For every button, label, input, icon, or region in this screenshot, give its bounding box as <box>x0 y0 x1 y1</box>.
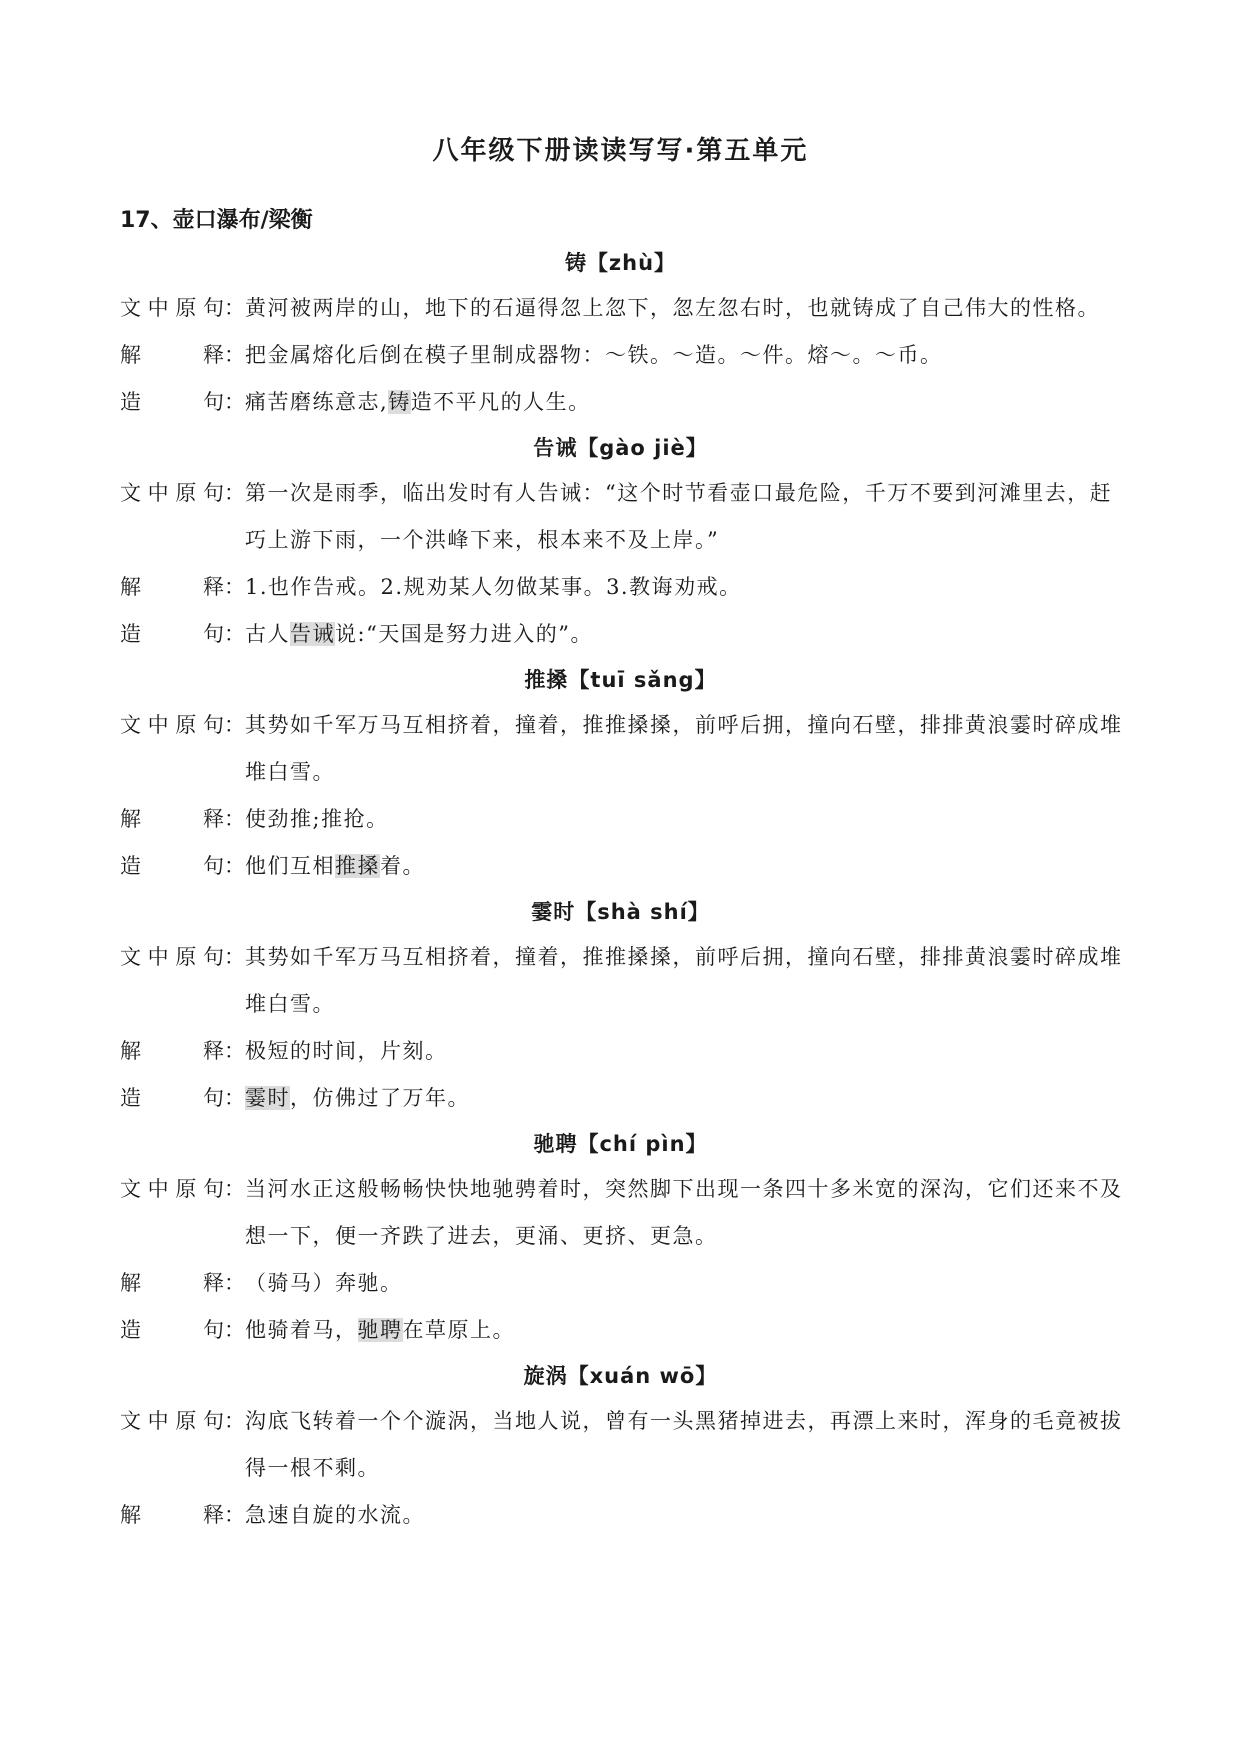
meaning-row-text: 把金属熔化后倒在模子里制成器物：～铁。～造。～件。熔～。～币。 <box>245 343 943 367</box>
highlighted-word: 驰聘 <box>357 1318 403 1342</box>
row-label-colon: ： <box>224 296 245 320</box>
vocabulary-entries <box>0 241 1241 1539</box>
example-text-after: ，仿佛过了万年。 <box>290 1086 470 1110</box>
row-label-text: 文 中 原 句 <box>120 1409 224 1433</box>
row-label-colon: ： <box>224 854 245 878</box>
source-sentence-row <box>0 702 1241 796</box>
lesson-heading: 17、壶口瀑布/梁衡 <box>120 208 313 233</box>
row-label-colon: ： <box>224 622 245 646</box>
vocab-entry <box>0 241 1241 426</box>
row-label-colon: ： <box>224 807 245 831</box>
word-heading: 铸【zhù】 <box>564 251 677 275</box>
document-title: 八年级下册读读写写·第五单元 <box>432 136 809 166</box>
row-label-colon: ： <box>224 1503 245 1527</box>
word-heading: 告诫【gào jiè】 <box>533 436 708 460</box>
highlighted-word: 推搡 <box>335 854 380 878</box>
example-sentence-row-text <box>245 1307 1125 1354</box>
row-label-text: 造 句 <box>120 622 224 646</box>
highlighted-word: 霎时 <box>245 1086 290 1110</box>
word-heading: 推搡【tuī sǎng】 <box>524 668 717 692</box>
row-label-colon: ： <box>224 1086 245 1110</box>
vocab-entry <box>0 1122 1241 1354</box>
row-label-colon: ： <box>224 713 245 737</box>
source-sentence-row-text: 黄河被两岸的山，地下的石逼得忽上忽下，忽左忽右时，也就铸成了自己伟大的性格。 <box>245 296 1100 320</box>
example-text-before: 痛苦磨练意志, <box>245 390 389 414</box>
row-label-text: 文 中 原 句 <box>120 945 224 969</box>
row-label <box>120 470 245 517</box>
meaning-row-text: （骑马）奔驰。 <box>245 1271 403 1295</box>
row-label-colon: ： <box>224 1177 245 1201</box>
example-text-after: 造不平凡的人生。 <box>410 390 591 414</box>
vocab-entry <box>0 1354 1241 1539</box>
row-label <box>120 379 245 426</box>
row-label-text: 解 释 <box>120 575 224 599</box>
highlighted-word: 铸 <box>388 390 411 414</box>
example-text-after: 在草原上。 <box>402 1318 515 1342</box>
source-sentence-row <box>0 934 1241 1028</box>
row-label-text: 造 句 <box>120 1086 224 1110</box>
row-label-text: 造 句 <box>120 854 224 878</box>
meaning-row <box>0 1260 1241 1307</box>
row-label-text: 解 释 <box>120 1039 224 1063</box>
example-sentence-row <box>0 843 1241 890</box>
example-text-before: 他骑着马， <box>245 1318 358 1342</box>
source-sentence-row <box>0 1166 1241 1260</box>
example-sentence-row-text <box>245 1075 1125 1122</box>
source-sentence-row-text: 当河水正这般畅畅快快地驰骋着时，突然脚下出现一条四十多米宽的深沟，它们还来不及想一下，便一齐跌了进去，更涌、更挤、更急。 <box>245 1177 1123 1248</box>
example-sentence-row <box>0 1075 1241 1122</box>
example-sentence-row-text <box>245 379 1125 426</box>
row-label-colon: ： <box>224 945 245 969</box>
row-label <box>120 1028 245 1075</box>
row-label-colon: ： <box>224 390 245 414</box>
row-label-text: 文 中 原 句 <box>120 481 224 505</box>
vocab-entry <box>0 658 1241 890</box>
row-label-text: 文 中 原 句 <box>120 713 224 737</box>
example-text-before: 古人 <box>245 622 290 646</box>
word-heading: 驰聘【chí pìn】 <box>533 1132 708 1156</box>
source-sentence-row <box>0 470 1241 564</box>
row-label-colon: ： <box>224 481 245 505</box>
meaning-row <box>0 332 1241 379</box>
row-label <box>120 1398 245 1445</box>
row-label-colon: ： <box>224 1271 245 1295</box>
row-label <box>120 332 245 379</box>
row-label <box>120 1492 245 1539</box>
source-sentence-row <box>0 1398 1241 1492</box>
meaning-row-text: 使劲推;推抢。 <box>245 807 389 831</box>
row-label <box>120 611 245 658</box>
meaning-row-text: 1.也作告戒。2.规劝某人勿做某事。3.教诲劝戒。 <box>245 575 742 599</box>
row-label-text: 文 中 原 句 <box>120 296 224 320</box>
row-label-text: 文 中 原 句 <box>120 1177 224 1201</box>
row-label <box>120 285 245 332</box>
row-label-colon: ： <box>224 1409 245 1433</box>
word-heading: 霎时【shà shí】 <box>531 900 710 924</box>
meaning-row <box>0 564 1241 611</box>
row-label-colon: ： <box>224 343 245 367</box>
row-label <box>120 702 245 749</box>
row-label-text: 解 释 <box>120 807 224 831</box>
source-sentence-row <box>0 285 1241 332</box>
meaning-row <box>0 1028 1241 1075</box>
row-label-text: 解 释 <box>120 1271 224 1295</box>
example-sentence-row-text <box>245 611 1125 658</box>
row-label-colon: ： <box>224 1039 245 1063</box>
example-sentence-row <box>0 611 1241 658</box>
row-label <box>120 1260 245 1307</box>
row-label <box>120 1166 245 1213</box>
row-label-text: 解 释 <box>120 1503 224 1527</box>
row-label <box>120 796 245 843</box>
row-label <box>120 1075 245 1122</box>
source-sentence-row-text: 第一次是雨季，临出发时有人告诫：“这个时节看壶口最危险，千万不要到河滩里去，赶巧上游下雨，一个洪峰下来，根本来不及上岸。” <box>245 481 1113 552</box>
meaning-row <box>0 796 1241 843</box>
source-sentence-row-text: 其势如千军万马互相挤着，撞着，推推搡搡，前呼后拥，撞向石壁，排排黄浪霎时碎成堆堆白雪。 <box>245 713 1123 784</box>
meaning-row-text: 急速自旋的水流。 <box>245 1503 425 1527</box>
row-label-text: 造 句 <box>120 390 224 414</box>
example-sentence-row-text <box>245 843 1125 890</box>
meaning-row-text: 极短的时间，片刻。 <box>245 1039 448 1063</box>
example-text-before: 他们互相 <box>245 854 335 878</box>
source-sentence-row-text: 沟底飞转着一个个漩涡，当地人说，曾有一头黑猪掉进去，再漂上来时，浑身的毛竟被拔得一根不剩。 <box>245 1409 1123 1480</box>
word-heading: 旋涡【xuán wō】 <box>523 1364 718 1388</box>
vocab-entry <box>0 890 1241 1122</box>
row-label-text: 解 释 <box>120 343 224 367</box>
row-label <box>120 843 245 890</box>
row-label-colon: ： <box>224 1318 245 1342</box>
row-label <box>120 564 245 611</box>
example-text-after: 着。 <box>380 854 425 878</box>
meaning-row <box>0 1492 1241 1539</box>
example-text-after: 说:“天国是努力进入的”。 <box>335 622 594 646</box>
example-sentence-row <box>0 379 1241 426</box>
row-label <box>120 1307 245 1354</box>
row-label-text: 造 句 <box>120 1318 224 1342</box>
vocab-entry <box>0 426 1241 658</box>
source-sentence-row-text: 其势如千军万马互相挤着，撞着，推推搡搡，前呼后拥，撞向石壁，排排黄浪霎时碎成堆堆白雪。 <box>245 945 1123 1016</box>
highlighted-word: 告诫 <box>290 622 335 646</box>
row-label-colon: ： <box>224 575 245 599</box>
example-sentence-row <box>0 1307 1241 1354</box>
row-label <box>120 934 245 981</box>
